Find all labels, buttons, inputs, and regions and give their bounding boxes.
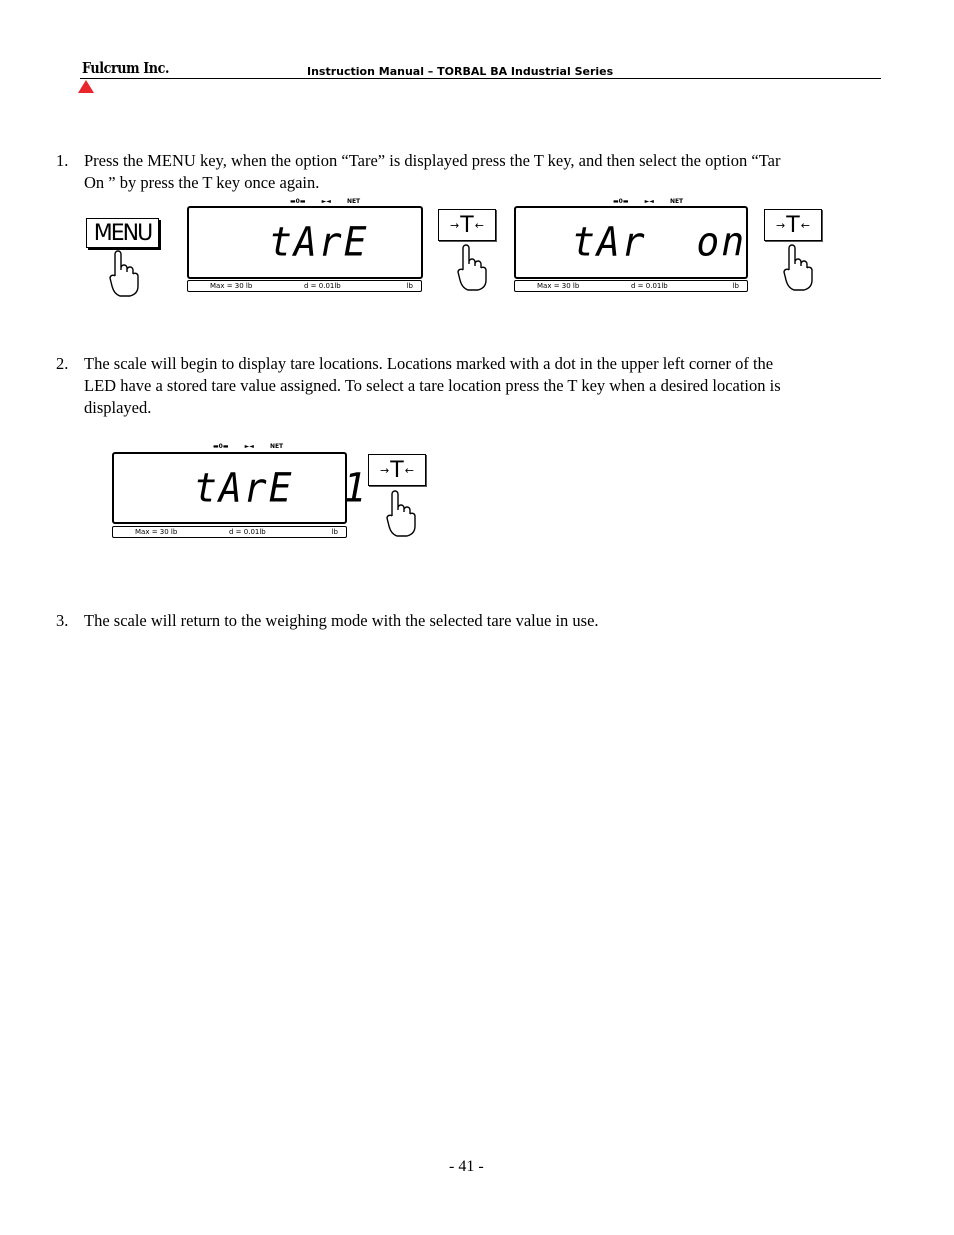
net-indicator: NET (346, 198, 361, 205)
pointing-hand-icon (385, 488, 417, 538)
page-number: - 41 - (449, 1158, 484, 1175)
max-capacity: Max = 30 lb (135, 528, 178, 536)
lcd-readout: tAr on (572, 218, 747, 266)
max-capacity: Max = 30 lb (537, 282, 580, 290)
step-text-line: The scale will return to the weighing mode with the selected tare value in use. (84, 611, 599, 630)
step-number: 1. (56, 151, 69, 170)
step-text-line: LED have a stored tare value assigned. To select a tare location press the T key when a desired location is (84, 376, 781, 395)
step-text-line: Press the MENU key, when the option “Tare” is displayed press the T key, and then select the option “Tar (84, 151, 781, 170)
stable-indicator: ►◄ (644, 198, 654, 205)
step-text-line: displayed. (84, 398, 152, 417)
zero-indicator: ▬0▬ (213, 443, 229, 450)
net-indicator: NET (269, 443, 284, 450)
lcd-info-bar (187, 280, 422, 292)
pointing-hand-icon (456, 242, 488, 292)
step-number: 2. (56, 354, 69, 373)
page-header-title: Instruction Manual – TORBAL BA Industrial Series (307, 65, 614, 78)
division: d = 0.01lb (631, 282, 668, 290)
step-number: 3. (56, 611, 69, 630)
lcd-readout: tArE (269, 218, 369, 266)
net-indicator: NET (669, 198, 684, 205)
lcd-info-bar (112, 526, 347, 538)
tare-key: → T ← (368, 454, 426, 486)
stable-indicator: ►◄ (321, 198, 331, 205)
logo-triangle-icon (78, 80, 94, 93)
menu-key: MENU (86, 218, 159, 248)
pointing-hand-icon (782, 242, 814, 292)
unit: lb (406, 282, 413, 290)
division: d = 0.01lb (229, 528, 266, 536)
zero-indicator: ▬0▬ (613, 198, 629, 205)
tare-key: → T ← (438, 209, 496, 241)
pointing-hand-icon (108, 248, 140, 298)
lcd-display (514, 206, 748, 279)
lcd-info-bar (514, 280, 748, 292)
division: d = 0.01lb (304, 282, 341, 290)
tare-key: → T ← (764, 209, 822, 241)
lcd-display (112, 452, 369, 524)
max-capacity: Max = 30 lb (210, 282, 253, 290)
lcd-display (187, 206, 423, 279)
step-text-line: The scale will begin to display tare locations. Locations marked with a dot in the upper left corner of the (84, 354, 774, 373)
lcd-readout: tArE 1 (194, 464, 369, 512)
unit: lb (331, 528, 338, 536)
step-text-line: On ” by press the T key once again. (84, 173, 320, 192)
unit: lb (732, 282, 739, 290)
company-logo: Fulcrum Inc. (82, 59, 169, 77)
stable-indicator: ►◄ (244, 443, 254, 450)
zero-indicator: ▬0▬ (290, 198, 306, 205)
header-divider (80, 78, 881, 79)
